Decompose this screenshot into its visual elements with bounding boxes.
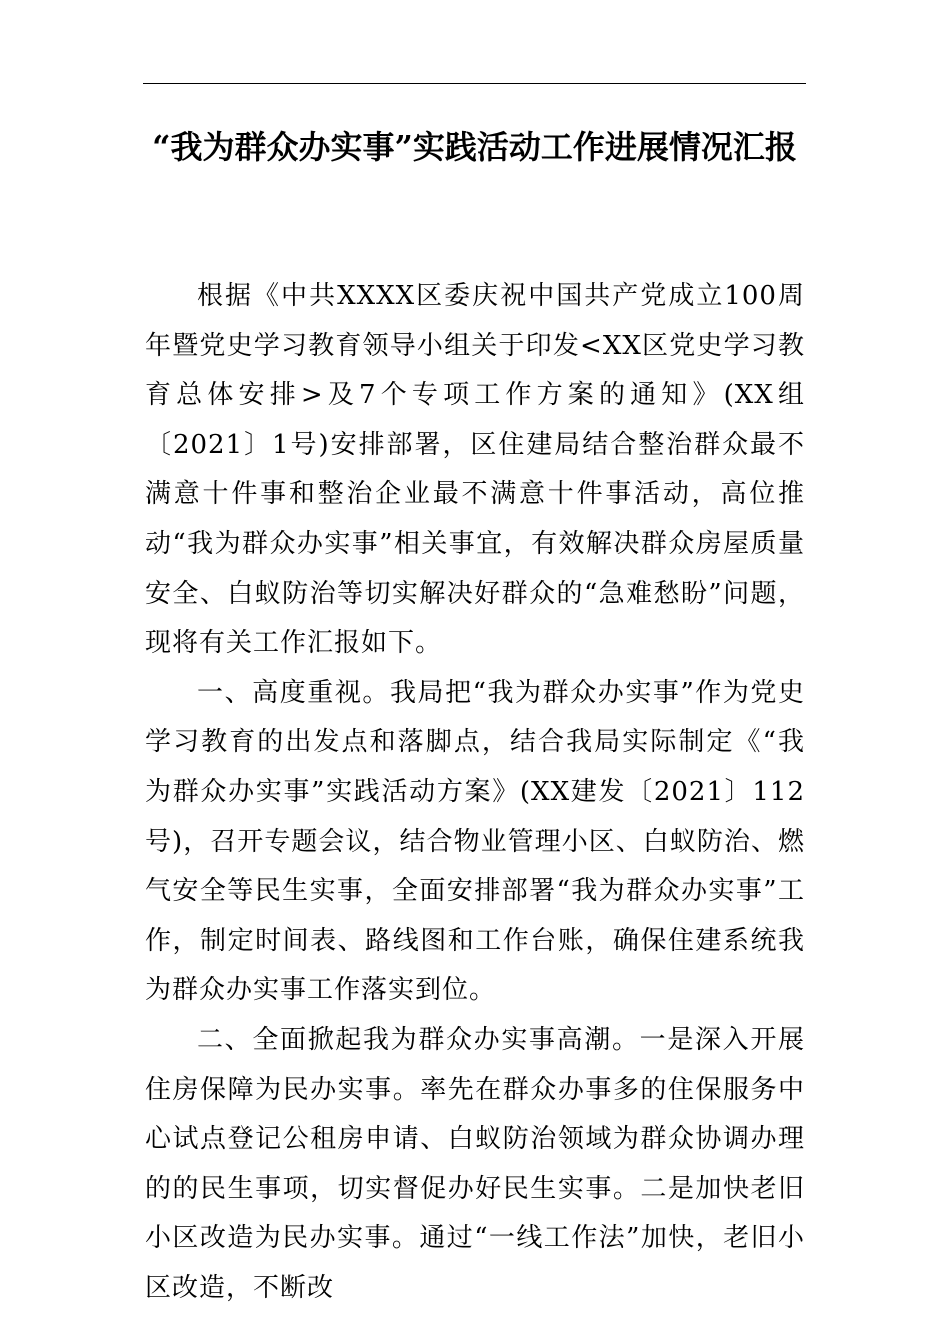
paragraph-section-2: 二、全面掀起我为群众办实事高潮。一是深入开展住房保障为民办实事。率先在群众办事多的住保服务中心试点登记公租房申请、白蚁防治领域为群众协调办理的的民生事项，切实督促办好民生实事。二是加快老旧小区改造为民办实事。通过“一线工作法”加快，老旧小区改造，不断改 bbox=[145, 1024, 805, 1303]
paragraph-section-1: 一、高度重视。我局把“我为群众办实事”作为党史学习教育的出发点和落脚点，结合我局实际制定《“我为群众办实事”实践活动方案》(XX建发〔2021〕112号)，召开专题会议，结合物业管理小区、白蚁防治、燃气安全等民生实事，全面安排部署“我为群众办实事”工作，制定时间表、路线图和工作台账，确保住建系统我为群众办实事工作落实到位。 bbox=[145, 677, 805, 1006]
paragraph-intro: 根据《中共XXXX区委庆祝中国共产党成立100周年暨党史学习教育领导小组关于印发<XX区党史学习教育总体安排>及7个专项工作方案的通知》(XX组〔2021〕1号)安排部署，区住建局结合整治群众最不满意十件事和整治企业最不满意十件事活动，高位推动“我为群众办实事”相关事宜，有效解决群众房屋质量安全、白蚁防治等切实解决好群众的“急难愁盼”问题，现将有关工作汇报如下。 bbox=[145, 281, 805, 659]
document-title: “我为群众办实事”实践活动工作进展情况汇报 bbox=[152, 128, 797, 166]
document-body bbox=[145, 272, 805, 1313]
header-rule bbox=[143, 83, 806, 84]
